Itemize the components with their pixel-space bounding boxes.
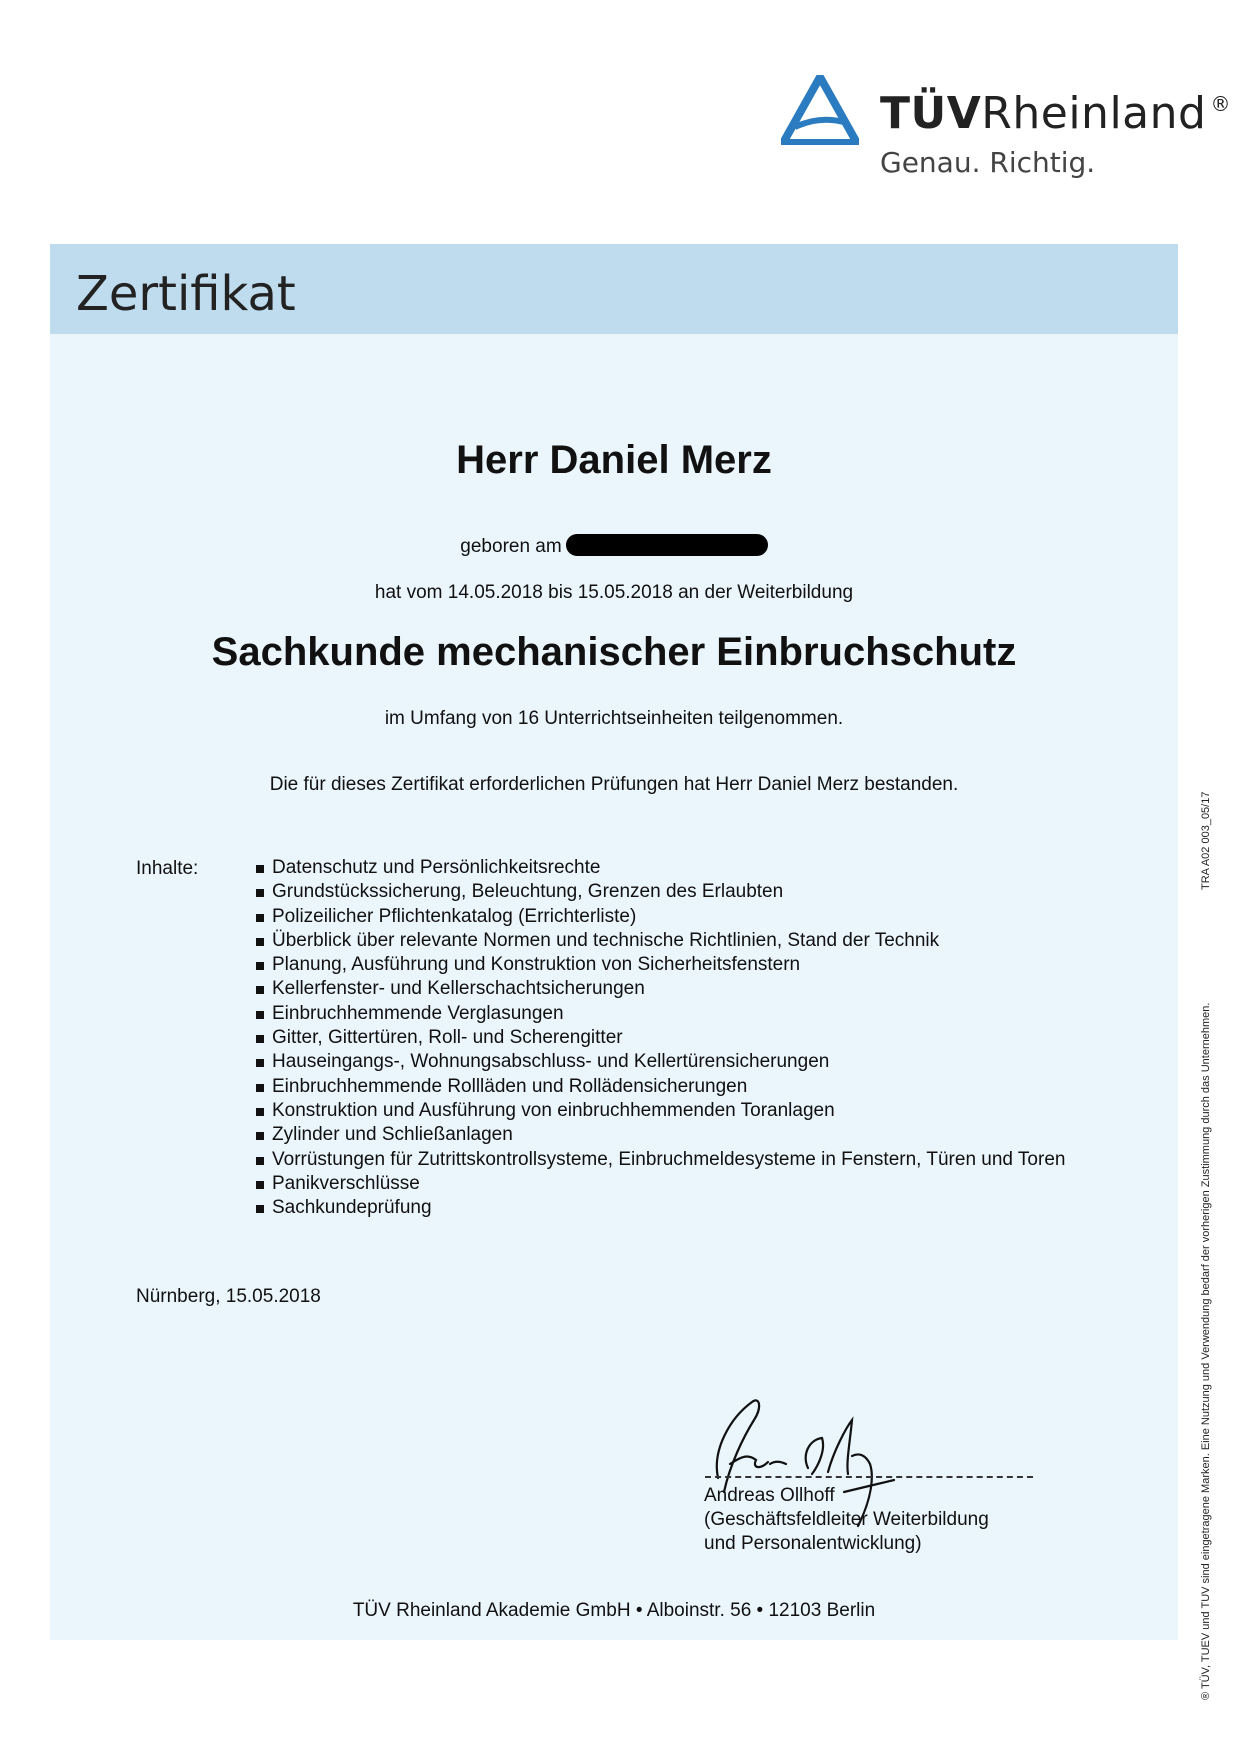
list-item (256, 953, 1076, 977)
signature-line (705, 1476, 1033, 1478)
list-item-text: Vorrüstungen für Zutrittskontrollsysteme, Einbruchmeldesysteme in Fenstern, Türen und Toren (272, 1148, 1066, 1170)
bullet-square-icon (256, 962, 264, 970)
signer-block (704, 1484, 989, 1556)
redacted-birthdate (566, 534, 768, 556)
list-item-text: Kellerfenster- und Kellerschachtsicherungen (272, 978, 645, 1000)
list-item (256, 1148, 1076, 1172)
bullet-square-icon (256, 1035, 264, 1043)
brand-logo-text (880, 88, 1231, 139)
certificate-title: Zertifikat (76, 266, 296, 322)
exam-passed-statement: Die für dieses Zertifikat erforderlichen Prüfungen hat Herr Daniel Merz bestanden. (269, 774, 959, 795)
bullet-square-icon (256, 1181, 264, 1189)
list-item-text: Datenschutz und Persönlichkeitsrechte (272, 857, 601, 878)
bullet-square-icon (256, 1205, 264, 1213)
list-item-text: Grundstückssicherung, Beleuchtung, Grenzen des Erlaubten (272, 881, 784, 903)
list-item (256, 856, 1076, 880)
course-title: Sachkunde mechanischer Einbruchschutz (211, 630, 1017, 674)
list-item-text: Planung, Ausführung und Konstruktion von Sicherheitsfenstern (272, 954, 801, 976)
birth-label: geboren am (460, 536, 562, 558)
list-item (256, 905, 1076, 929)
list-item (256, 1075, 1076, 1099)
contents-label: Inhalte: (136, 858, 199, 879)
bullet-square-icon (256, 889, 264, 897)
list-item (256, 1099, 1076, 1123)
list-item (256, 880, 1076, 904)
list-item-text: Hauseingangs-, Wohnungsabschluss- und Kellertürensicherungen (272, 1051, 830, 1073)
place-date: Nürnberg, 15.05.2018 (136, 1286, 321, 1307)
registered-mark: ® (1210, 92, 1231, 116)
list-item (256, 1050, 1076, 1074)
signer-role: (Geschäftsfeldleiter Weiterbildung (704, 1509, 989, 1530)
birth-line (50, 536, 1178, 558)
bullet-square-icon (256, 1084, 264, 1092)
list-item (256, 1196, 1076, 1220)
course-scope: im Umfang von 16 Unterrichtseinheiten teilgenommen. (384, 708, 844, 729)
bullet-square-icon (256, 1157, 264, 1165)
footer-address: TÜV Rheinland Akademie GmbH • Alboinstr. 56 • 12103 Berlin (352, 1600, 876, 1621)
tuv-logo-triangle-icon (781, 75, 859, 145)
brand-tagline: Genau. Richtig. (880, 146, 1096, 179)
bullet-square-icon (256, 1059, 264, 1067)
list-item (256, 1026, 1076, 1050)
form-code: TRA A02 003_05/17 (1200, 791, 1212, 890)
list-item-text: Überblick über relevante Normen und technische Richtlinien, Stand der Technik (272, 929, 940, 951)
list-item (256, 1002, 1076, 1026)
bullet-square-icon (256, 914, 264, 922)
list-item (256, 1123, 1076, 1147)
list-item (256, 977, 1076, 1001)
person-name: Herr Daniel Merz (456, 438, 772, 482)
list-item-text: Zylinder und Schließanlagen (272, 1124, 513, 1146)
signer-name: Andreas Ollhoff (704, 1485, 835, 1506)
trademark-note: ® TÜV, TUEV und TUV sind eingetragene Marken. Eine Nutzung und Verwendung bedarf der vorherigen Zustimmung durch das Unternehmen. (1200, 1002, 1212, 1700)
bullet-square-icon (256, 865, 264, 873)
list-item-text: Panikverschlüsse (272, 1172, 420, 1194)
brand-tuv: TÜV (880, 88, 982, 139)
contents-list (256, 856, 1076, 1220)
list-item (256, 1172, 1076, 1196)
list-item-text: Konstruktion und Ausführung von einbruchhemmenden Toranlagen (272, 1099, 835, 1121)
bullet-square-icon (256, 1011, 264, 1019)
list-item-text: Gitter, Gittertüren, Roll- und Scherengitter (272, 1027, 623, 1049)
bullet-square-icon (256, 1108, 264, 1116)
bullet-square-icon (256, 938, 264, 946)
list-item-text: Einbruchhemmende Verglasungen (272, 1002, 564, 1024)
signer-role-continued: und Personalentwicklung) (704, 1533, 922, 1554)
list-item-text: Einbruchhemmende Rollläden und Rollädensicherungen (272, 1075, 748, 1097)
brand-rheinland: Rheinland (981, 88, 1207, 139)
list-item-text: Polizeilicher Pflichtenkatalog (Errichterliste) (272, 905, 637, 927)
bullet-square-icon (256, 1132, 264, 1140)
course-dates-line: hat vom 14.05.2018 bis 15.05.2018 an der Weiterbildung (374, 582, 854, 603)
list-item-text: Sachkundeprüfung (272, 1197, 432, 1219)
list-item (256, 929, 1076, 953)
bullet-square-icon (256, 986, 264, 994)
